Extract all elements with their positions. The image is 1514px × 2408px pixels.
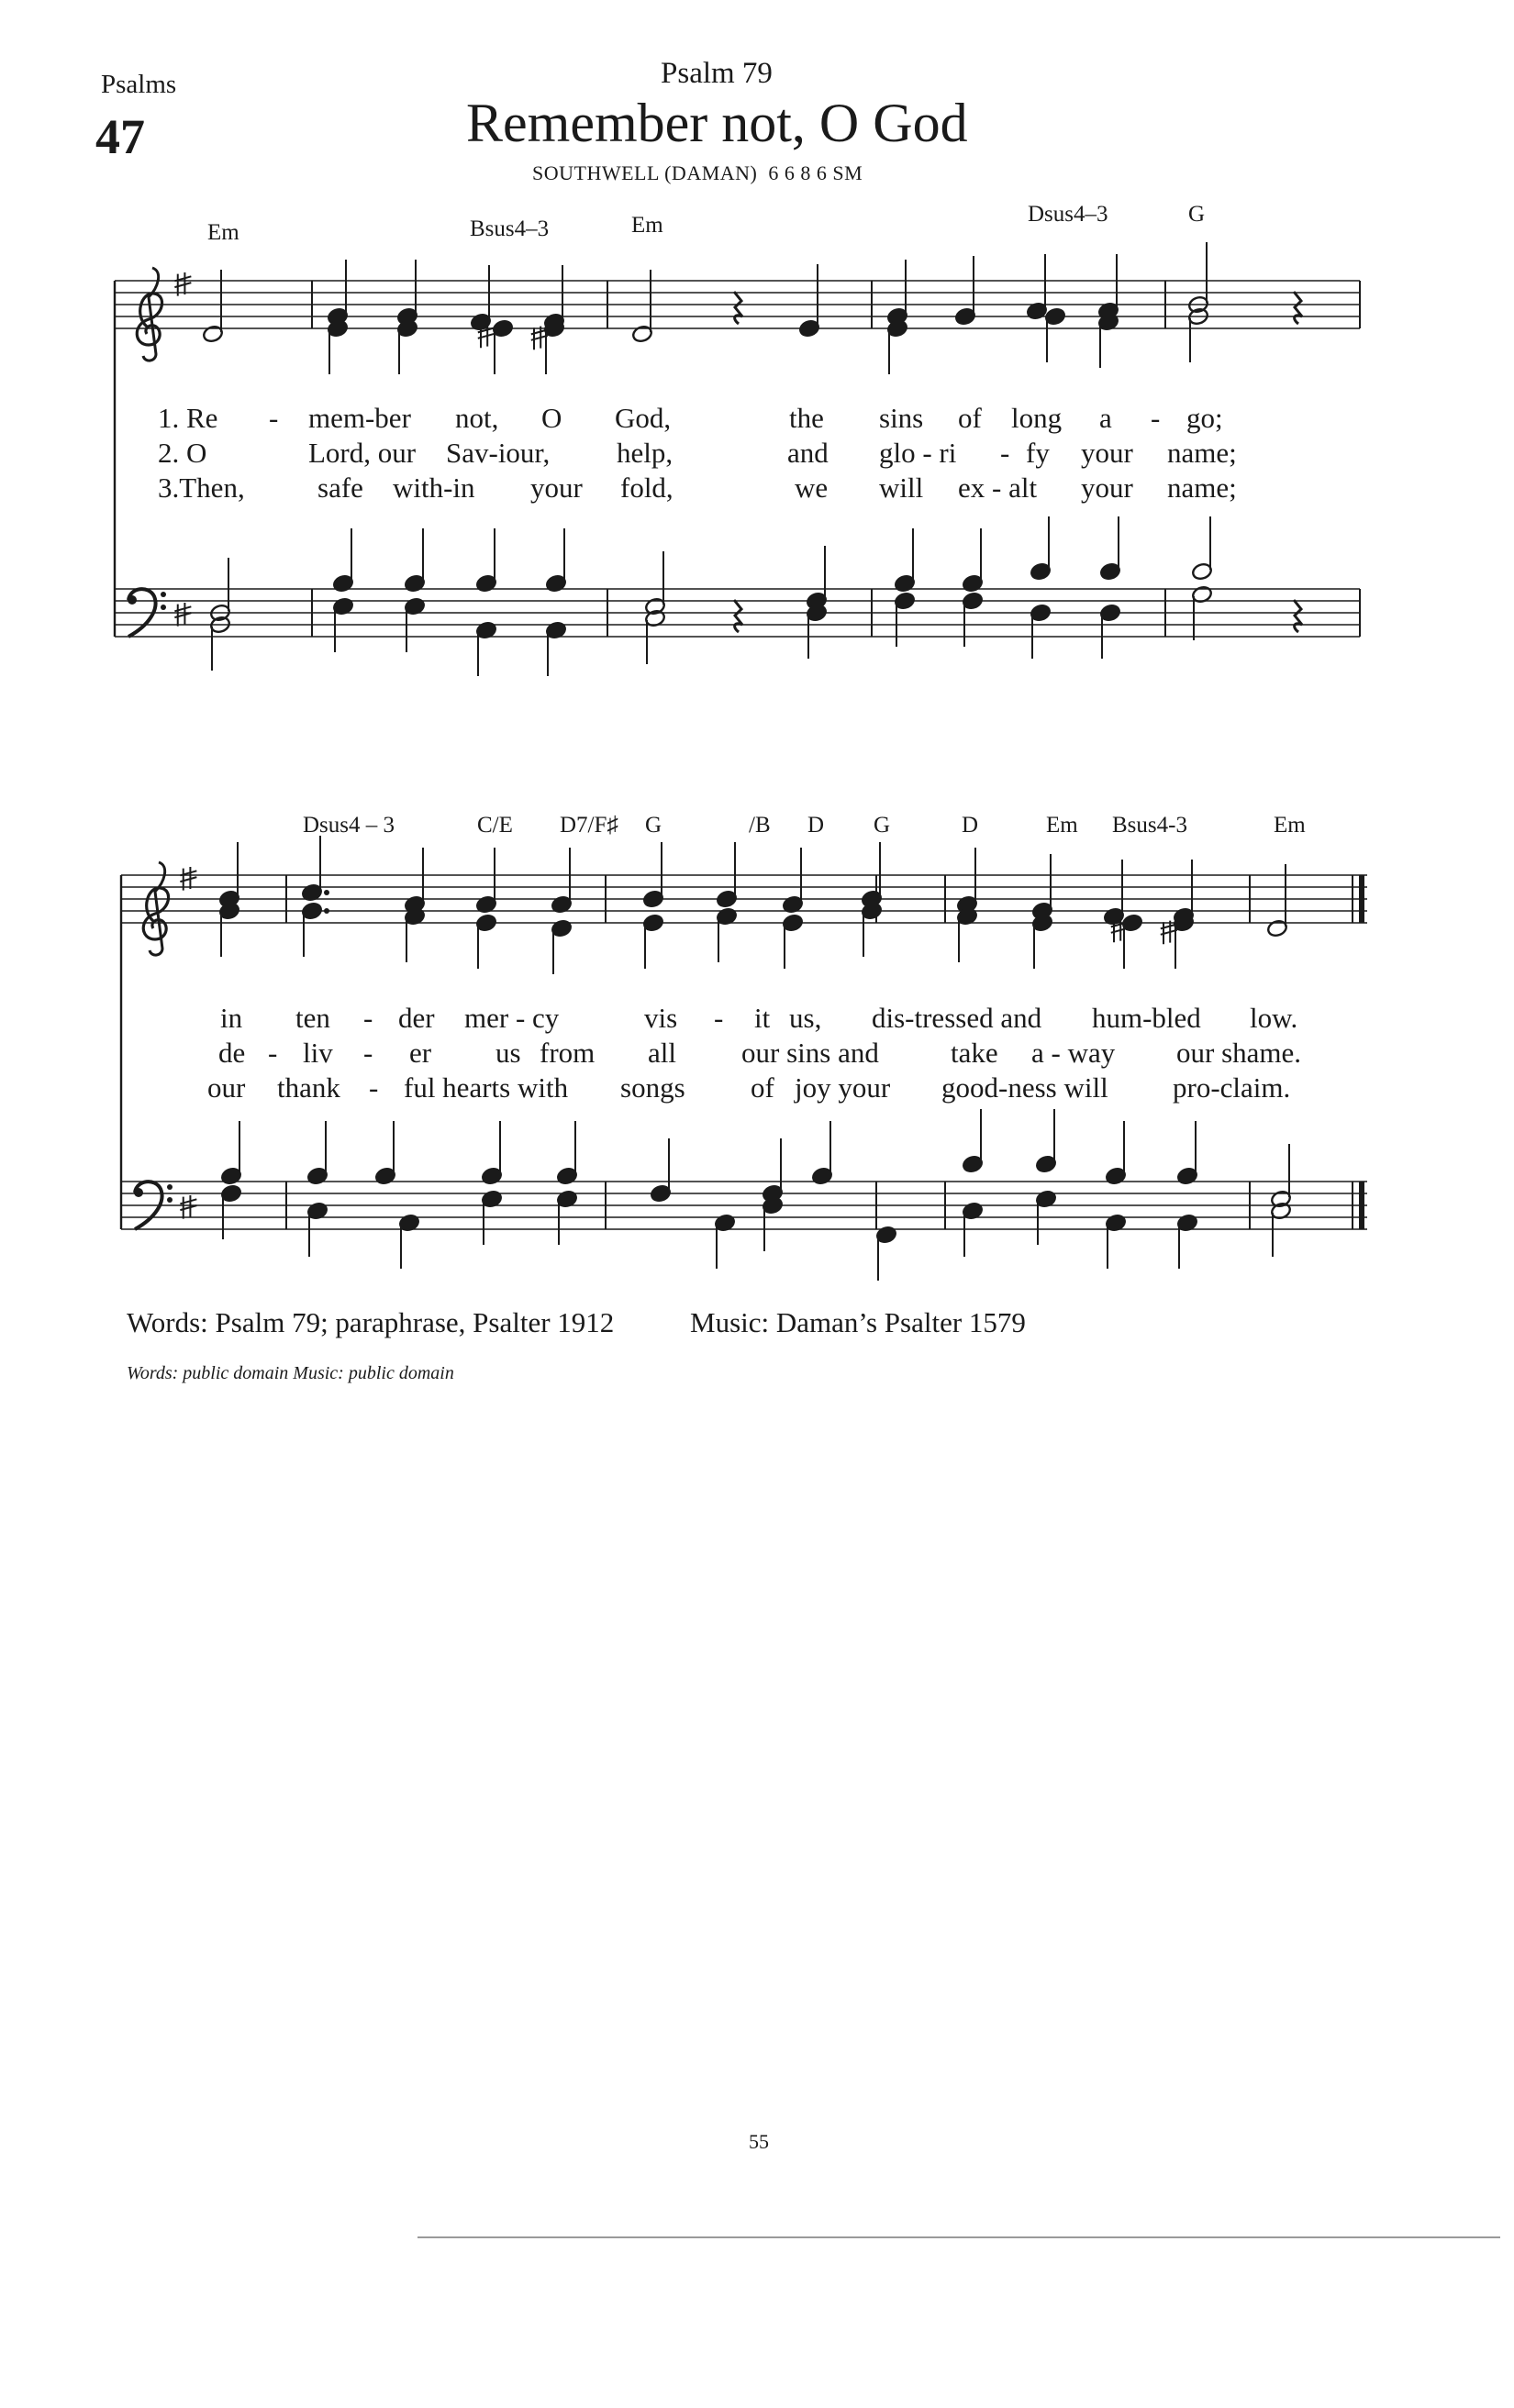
section-label: Psalms [101, 70, 177, 99]
chord-symbol: Dsus4–3 [1028, 202, 1108, 227]
lyric-syllable: with-in [393, 472, 475, 504]
lyric-syllable: 3.Then, [158, 472, 245, 504]
quarter-rest [1294, 292, 1302, 324]
quarter-rest [734, 292, 742, 324]
chord-symbol: Bsus4–3 [470, 216, 550, 241]
lyric-syllable: mem-ber [308, 402, 411, 434]
lyric-syllable: ten [295, 1002, 330, 1034]
chord-symbol: Em [1274, 813, 1306, 838]
chord-symbol: Em [1046, 813, 1078, 838]
tune-name: SOUTHWELL (DAMAN) [532, 161, 758, 184]
lyric-syllable: low. [1250, 1002, 1298, 1034]
chord-symbol: Em [631, 213, 663, 238]
lyric-syllable: a [1099, 402, 1112, 434]
lyric-syllable: the [789, 402, 824, 434]
lyric-syllable: - [1151, 402, 1161, 434]
dot [324, 890, 329, 895]
lyric-syllable: - [363, 1037, 373, 1069]
lyric-syllable: us [495, 1037, 521, 1069]
dot [324, 908, 329, 914]
chord-symbol: D [807, 813, 825, 838]
lyric-syllable: all [648, 1037, 676, 1069]
lyric-syllable: of [751, 1071, 774, 1104]
chord-symbol: C/E [477, 813, 513, 838]
lyric-syllable: our [207, 1071, 246, 1104]
lyric-syllable: go; [1186, 402, 1223, 434]
lyric-syllable: mer - cy [464, 1002, 560, 1034]
quarter-rest [734, 600, 742, 632]
lyric-syllable: Lord, our [308, 437, 417, 469]
lyric-syllable: sins [879, 402, 924, 434]
page-number: 55 [749, 2130, 769, 2153]
lyric-syllable: pro-claim. [1173, 1071, 1291, 1104]
lyric-syllable: 1. Re [158, 402, 218, 434]
treble-clef [143, 862, 168, 955]
lyric-syllable: er [409, 1037, 432, 1069]
lyric-syllable: of [958, 402, 982, 434]
lyric-syllable: joy your [795, 1071, 891, 1104]
psalm-reference: Psalm 79 [661, 57, 773, 90]
lyric-syllable: our sins and [741, 1037, 879, 1069]
sharp-sign [180, 1195, 196, 1219]
music-credit: Music: Daman’s Psalter 1579 [690, 1306, 1026, 1338]
lyric-syllable: will [879, 472, 924, 504]
lyric-syllable: from [540, 1037, 596, 1069]
lyric-syllable: fold, [620, 472, 674, 504]
lyric-syllable: songs [620, 1071, 685, 1104]
lyric-syllable: God, [615, 402, 672, 434]
words-credit: Words: Psalm 79; paraphrase, Psalter 1912 [127, 1306, 615, 1338]
lyric-syllable: der [398, 1002, 435, 1034]
chord-symbol: Bsus4-3 [1112, 813, 1187, 838]
lyric-syllable: good-ness will [941, 1071, 1108, 1104]
lyric-syllable: liv [303, 1037, 333, 1069]
chord-symbol: D [962, 813, 979, 838]
lyric-syllable: your [1081, 437, 1133, 469]
lyric-syllable: Sav-iour, [446, 437, 551, 469]
lyric-syllable: - [714, 1002, 724, 1034]
chord-symbol: G [1188, 202, 1206, 227]
lyric-syllable: 2. O [158, 437, 207, 469]
footer-rule [417, 2236, 1500, 2238]
lyric-syllable: long [1011, 402, 1063, 434]
lyric-syllable: your [530, 472, 583, 504]
lyric-syllable: glo - ri [879, 437, 957, 469]
lyric-syllable: fy [1026, 437, 1050, 469]
hymn-title: Remember not, O God [466, 93, 968, 153]
chord-symbol: D7/F♯ [560, 813, 618, 838]
lyric-syllable: take [951, 1037, 998, 1069]
lyric-syllable: name; [1167, 437, 1237, 469]
lyric-syllable: - [1000, 437, 1010, 469]
lyric-syllable: a - way [1031, 1037, 1116, 1069]
lyric-syllable: ful hearts with [404, 1071, 569, 1104]
copyright-line: Words: public domain Music: public domain [127, 1363, 454, 1383]
quarter-rest [1294, 600, 1302, 632]
chord-symbol: Em [207, 220, 239, 245]
lyric-syllable: name; [1167, 472, 1237, 504]
lyric-syllable: us, [789, 1002, 822, 1034]
hymn-number: 47 [95, 109, 145, 164]
lyric-syllable: your [1081, 472, 1133, 504]
lyric-syllable: hum-bled [1092, 1002, 1201, 1034]
meter: 6 6 8 6 SM [768, 161, 863, 184]
lyric-syllable: it [754, 1002, 771, 1034]
lyric-syllable: - [269, 402, 279, 434]
lyric-syllable: safe [317, 472, 363, 504]
lyric-syllable: not, [455, 402, 499, 434]
lyric-syllable: and [787, 437, 829, 469]
lyric-syllable: - [369, 1071, 379, 1104]
chord-symbol: G [645, 813, 662, 838]
lyric-syllable: we [795, 472, 829, 504]
sharp-sign [174, 603, 191, 627]
lyric-syllable: - [363, 1002, 373, 1034]
chord-symbol: /B [749, 813, 771, 838]
treble-clef [137, 268, 161, 361]
chord-symbol: G [874, 813, 891, 838]
lyric-syllable: in [220, 1002, 243, 1034]
lyric-syllable: dis-tressed and [872, 1002, 1042, 1034]
lyric-syllable: our shame. [1176, 1037, 1302, 1069]
chord-symbol: Dsus4 – 3 [303, 813, 395, 838]
lyric-syllable: vis [644, 1002, 678, 1034]
lyric-syllable: help, [617, 437, 674, 469]
lyric-syllable: - [268, 1037, 278, 1069]
lyric-syllable: thank [277, 1071, 340, 1104]
lyric-syllable: ex - alt [958, 472, 1038, 504]
lyric-syllable: O [541, 402, 562, 434]
lyric-syllable: de [218, 1037, 246, 1069]
